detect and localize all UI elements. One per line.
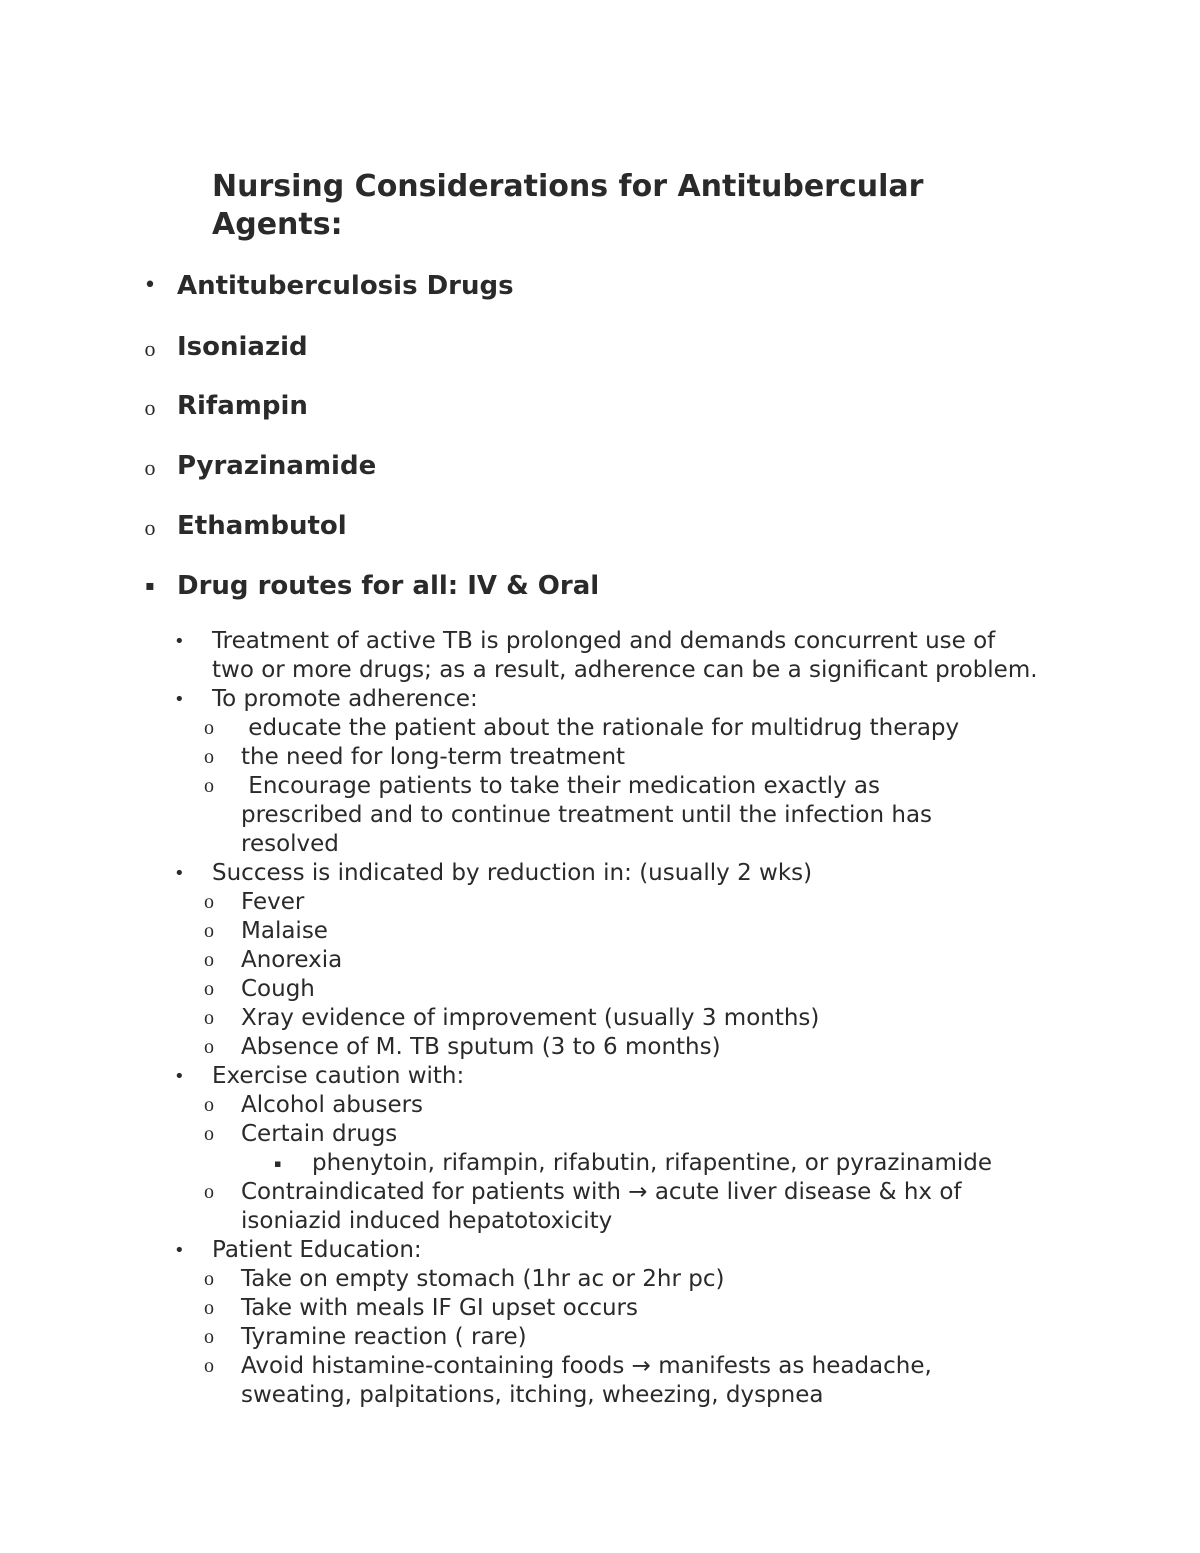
bullet-circle-icon: o bbox=[144, 395, 156, 420]
adherence-item-text: the need for long-term treatment bbox=[241, 744, 626, 770]
adherence-label: To promote adherence: bbox=[212, 686, 478, 712]
sub-item-malaise bbox=[170, 917, 1070, 946]
bullet-circle-icon: o bbox=[144, 336, 156, 361]
treatment-line-1: Treatment of active TB is prolonged and demands concurrent use of bbox=[212, 628, 996, 654]
bullet-square-icon: ▪ bbox=[145, 578, 155, 594]
caution-label: Exercise caution with: bbox=[212, 1063, 465, 1089]
sub-sub-item-drug-list bbox=[170, 1149, 1070, 1178]
education-item-text: Take on empty stomach (1hr ac or 2hr pc) bbox=[241, 1266, 725, 1292]
sub-item-xray bbox=[170, 1004, 1070, 1033]
bullet-circle-icon: o bbox=[204, 978, 214, 1000]
bullet-circle-icon: o bbox=[204, 920, 214, 942]
bullet-circle-icon: o bbox=[204, 1036, 214, 1058]
bullet-circle-icon: o bbox=[204, 775, 214, 797]
caution-drug-list-text: phenytoin, rifampin, rifabutin, rifapentine, or pyrazinamide bbox=[312, 1150, 993, 1176]
bullet-circle-icon: o bbox=[204, 1268, 214, 1290]
sub-item-adherence-educate bbox=[170, 714, 1070, 743]
encourage-line-1: Encourage patients to take their medication exactly as bbox=[241, 773, 881, 799]
bullet-circle-icon: o bbox=[204, 891, 214, 913]
sub-item-tyramine bbox=[170, 1323, 1070, 1352]
success-item-text: Absence of M. TB sputum (3 to 6 months) bbox=[241, 1034, 721, 1060]
bullet-circle-icon: o bbox=[204, 949, 214, 971]
success-item-text: Fever bbox=[241, 889, 305, 915]
histamine-line-2: sweating, palpitations, itching, wheezing, dyspnea bbox=[241, 1382, 824, 1408]
bullet-circle-icon: o bbox=[204, 717, 214, 739]
sub-item-histamine bbox=[170, 1352, 1070, 1410]
success-label: Success is indicated by reduction in: (usually 2 wks) bbox=[212, 860, 813, 886]
histamine-line-1: Avoid histamine-containing foods → manifests as headache, bbox=[241, 1353, 932, 1379]
education-label: Patient Education: bbox=[212, 1237, 422, 1263]
bullet-disc-icon: • bbox=[174, 631, 185, 652]
sub-item-certain-drugs bbox=[170, 1120, 1070, 1149]
encourage-line-2: prescribed and to continue treatment until the infection has bbox=[241, 802, 933, 828]
success-item-text: Cough bbox=[241, 976, 315, 1002]
heading-item-text: Antituberculosis Drugs bbox=[177, 271, 514, 301]
sub-item-sputum bbox=[170, 1033, 1070, 1062]
bullet-disc-icon: • bbox=[174, 1240, 185, 1261]
success-item-text: Malaise bbox=[241, 918, 328, 944]
treatment-line-2: two or more drugs; as a result, adherence can be a significant problem. bbox=[212, 657, 1038, 683]
notes-list bbox=[170, 627, 1070, 1410]
sub-item-cough bbox=[170, 975, 1070, 1004]
bullet-circle-icon: o bbox=[204, 1355, 214, 1377]
bullet-circle-icon: o bbox=[204, 1326, 214, 1348]
bullet-disc-icon: • bbox=[174, 1066, 185, 1087]
success-item-text: Xray evidence of improvement (usually 3 months) bbox=[241, 1005, 820, 1031]
success-item-text: Anorexia bbox=[241, 947, 343, 973]
caution-certain-drugs-text: Certain drugs bbox=[241, 1121, 398, 1147]
adherence-item-text: educate the patient about the rationale for multidrug therapy bbox=[241, 715, 960, 741]
list-item-treatment bbox=[170, 627, 1070, 685]
bullet-disc-icon: • bbox=[174, 689, 185, 710]
sub-item-empty-stomach bbox=[170, 1265, 1070, 1294]
heading-item-text: Ethambutol bbox=[177, 511, 347, 541]
heading-item-text: Isoniazid bbox=[177, 332, 308, 362]
sub-item-adherence-long-term bbox=[170, 743, 1070, 772]
bullet-circle-icon: o bbox=[204, 1007, 214, 1029]
sub-item-with-meals bbox=[170, 1294, 1070, 1323]
sub-item-alcohol bbox=[170, 1091, 1070, 1120]
heading-item-text: Pyrazinamide bbox=[177, 451, 377, 481]
bullet-square-icon: ▪ bbox=[274, 1157, 282, 1170]
bullet-circle-icon: o bbox=[204, 746, 214, 768]
education-item-text: Tyramine reaction ( rare) bbox=[241, 1324, 527, 1350]
document-title: Nursing Considerations for Antitubercular Agents: bbox=[212, 169, 924, 242]
list-item-adherence bbox=[170, 685, 1070, 714]
bullet-circle-icon: o bbox=[204, 1181, 214, 1203]
contraindicated-line-2: isoniazid induced hepatotoxicity bbox=[241, 1208, 613, 1234]
heading-item-text: Rifampin bbox=[177, 391, 308, 421]
sub-item-adherence-encourage bbox=[170, 772, 1070, 859]
bullet-circle-icon: o bbox=[204, 1297, 214, 1319]
caution-alcohol-text: Alcohol abusers bbox=[241, 1092, 424, 1118]
heading-item-text: Drug routes for all: IV & Oral bbox=[177, 571, 600, 601]
education-item-text: Take with meals IF GI upset occurs bbox=[241, 1295, 638, 1321]
contraindicated-line-1: Contraindicated for patients with → acute liver disease & hx of bbox=[241, 1179, 962, 1205]
bullet-disc-icon: • bbox=[174, 863, 185, 884]
bullet-circle-icon: o bbox=[204, 1094, 214, 1116]
list-item-success bbox=[170, 859, 1070, 888]
bullet-disc-icon: • bbox=[143, 273, 157, 298]
sub-item-contraindicated bbox=[170, 1178, 1070, 1236]
sub-item-anorexia bbox=[170, 946, 1070, 975]
list-item-education bbox=[170, 1236, 1070, 1265]
bullet-circle-icon: o bbox=[144, 455, 156, 480]
sub-item-fever bbox=[170, 888, 1070, 917]
list-item-caution bbox=[170, 1062, 1070, 1091]
bullet-circle-icon: o bbox=[144, 515, 156, 540]
encourage-line-3: resolved bbox=[241, 831, 339, 857]
bullet-circle-icon: o bbox=[204, 1123, 214, 1145]
